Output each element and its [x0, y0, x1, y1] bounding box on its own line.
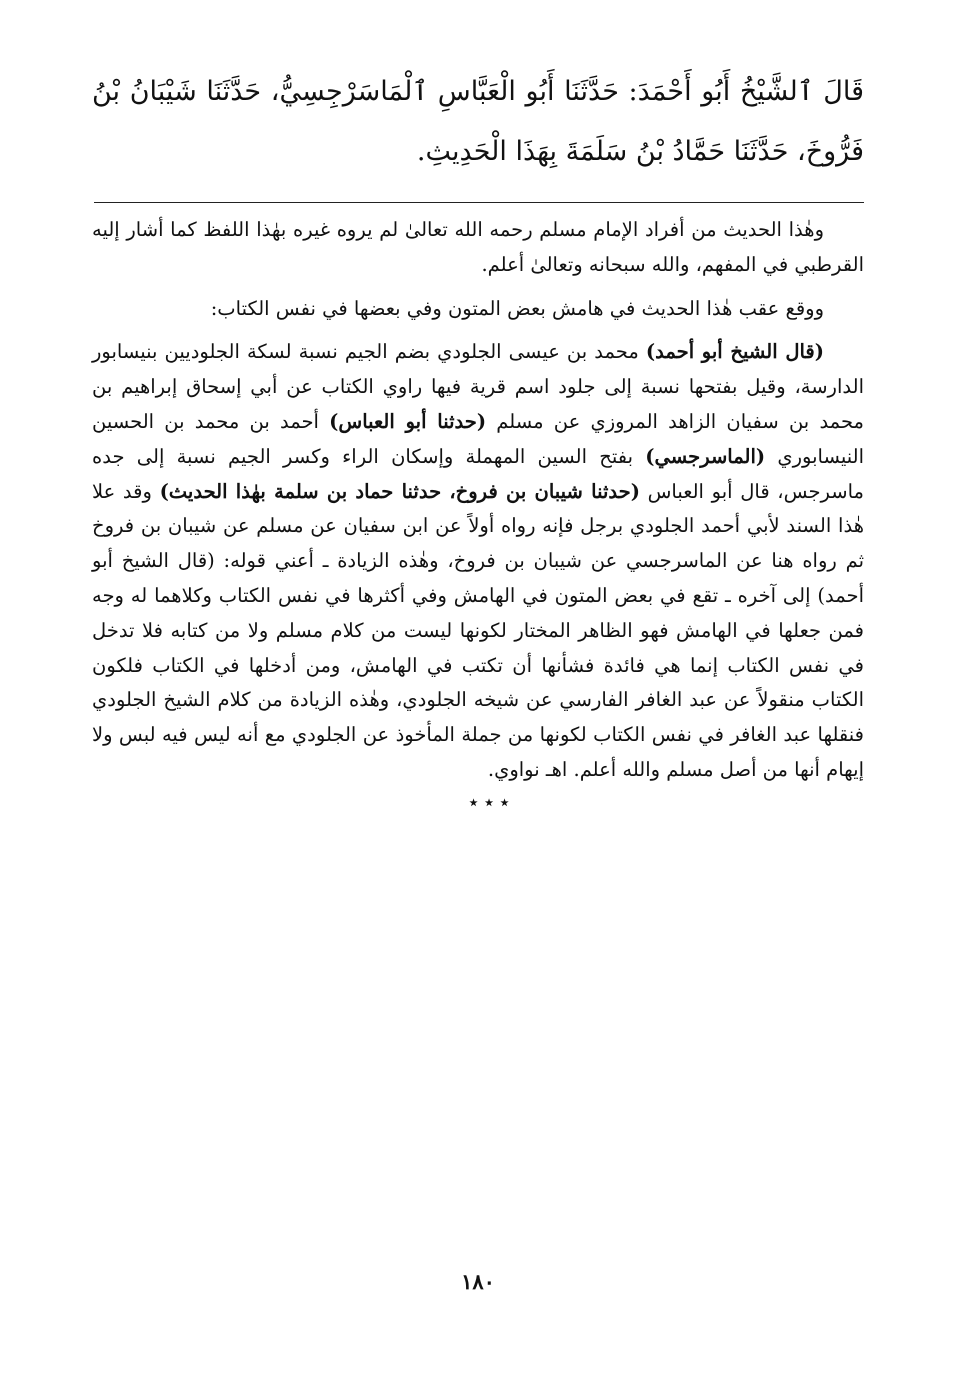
- commentary-text-2: أحمد بن محمد بن الحسين النيسابوري: [92, 409, 864, 468]
- footnote-separator-line: [94, 202, 864, 203]
- commentary-paragraph-2: ووقع عقب هٰذا الحديث في هامش بعض المتون وفي بعضها في نفس الكتاب:: [210, 296, 824, 320]
- commentary-text-3: بفتح السين المهملة وإسكان الراء وكسر الجيم نسبة إلى جده ماسرجس، قال أبو العباس: [92, 444, 864, 503]
- bold-phrase-sheikh-abu-ahmad: (قال الشيخ أبو أحمد): [645, 340, 824, 364]
- bold-phrase-shayban-hammad: (حدثنا شيبان بن فروخ، حدثنا حماد بن سلمة بهٰذا الحديث): [159, 479, 640, 503]
- commentary-notes: [92, 213, 864, 788]
- bold-phrase-abu-al-abbas: (حدثنا أبو العباس): [329, 409, 487, 433]
- commentary-paragraph-1: وهٰذا الحديث من أفراد الإمام مسلم رحمه الله تعالىٰ لم يروه غيره بهٰذا اللفظ كما أشار إليه القرطبي في المفهم، والله سبحانه وتعالىٰ أعلم.: [92, 218, 864, 276]
- commentary-text-1: محمد بن عيسى الجلودي بضم الجيم نسبة لسكة الجلوديين بنيسابور الدارسة، وقيل بفتحها نسبة إلى جلود اسم قرية فيها راوي الكتاب عن أبي إسحاق إبراهيم بن محمد بن سفيان الزاهد المروزي عن مسلم: [92, 340, 864, 433]
- section-end-stars: ٭ ٭ ٭: [468, 791, 510, 813]
- book-page: [92, 62, 864, 1352]
- hadith-main-text: قَالَ ٱلشَّيْخُ أَبُو أَحْمَدَ: حَدَّثَنَا أَبُو الْعَبَّاسِ ٱلْمَاسَرْجِسِيُّ، حَدَّثَنَا شَيْبَانُ بْنُ فَرُّوخَ، حَدَّثَنَا حَمَّادُ بْنُ سَلَمَةَ بِهَذَا الْحَدِيثِ.: [92, 76, 864, 167]
- page-number: ١٨٠: [461, 1269, 495, 1294]
- bold-phrase-masarjisi: (الماسرجسي): [645, 444, 766, 468]
- commentary-text-4: وقد علا هٰذا السند لأبي أحمد الجلودي برجل فإنه رواه أولاً عن ابن سفيان عن مسلم عن شيبان بن فروخ ثم رواه هنا عن الماسرجسي عن شيبان بن فروخ، وهٰذه الزيادة ـ أعني قوله: (قال الشيخ أبو أحمد) إلى آخره ـ تقع في بعض المتون في الهامش وفي أكثرها في نفس الكتاب وكلاهما له وجه فمن جعلها في الهامش فهو الظاهر المختار لكونها ليست من كلام مسلم ولا من كتابه فلا تدخل في نفس الكتاب إنما هي فائدة فشأنها أن تكتب في الهامش، ومن أدخلها في الكتاب فلكون الكتاب منقولاً عن عبد الغافر الفارسي عن شيخه الجلودي، وهٰذه الزيادة من كلام الشيخ الجلودي فنقلها عبد الغافر في نفس الكتاب لكونها من جملة المأخوذ عن الجلودي مع أنه ليس فيه لبس ولا إيهام أنها من أصل مسلم والله أعلم. اهـ نواوي.: [92, 479, 864, 781]
- commentary-paragraph-3: [92, 335, 864, 787]
